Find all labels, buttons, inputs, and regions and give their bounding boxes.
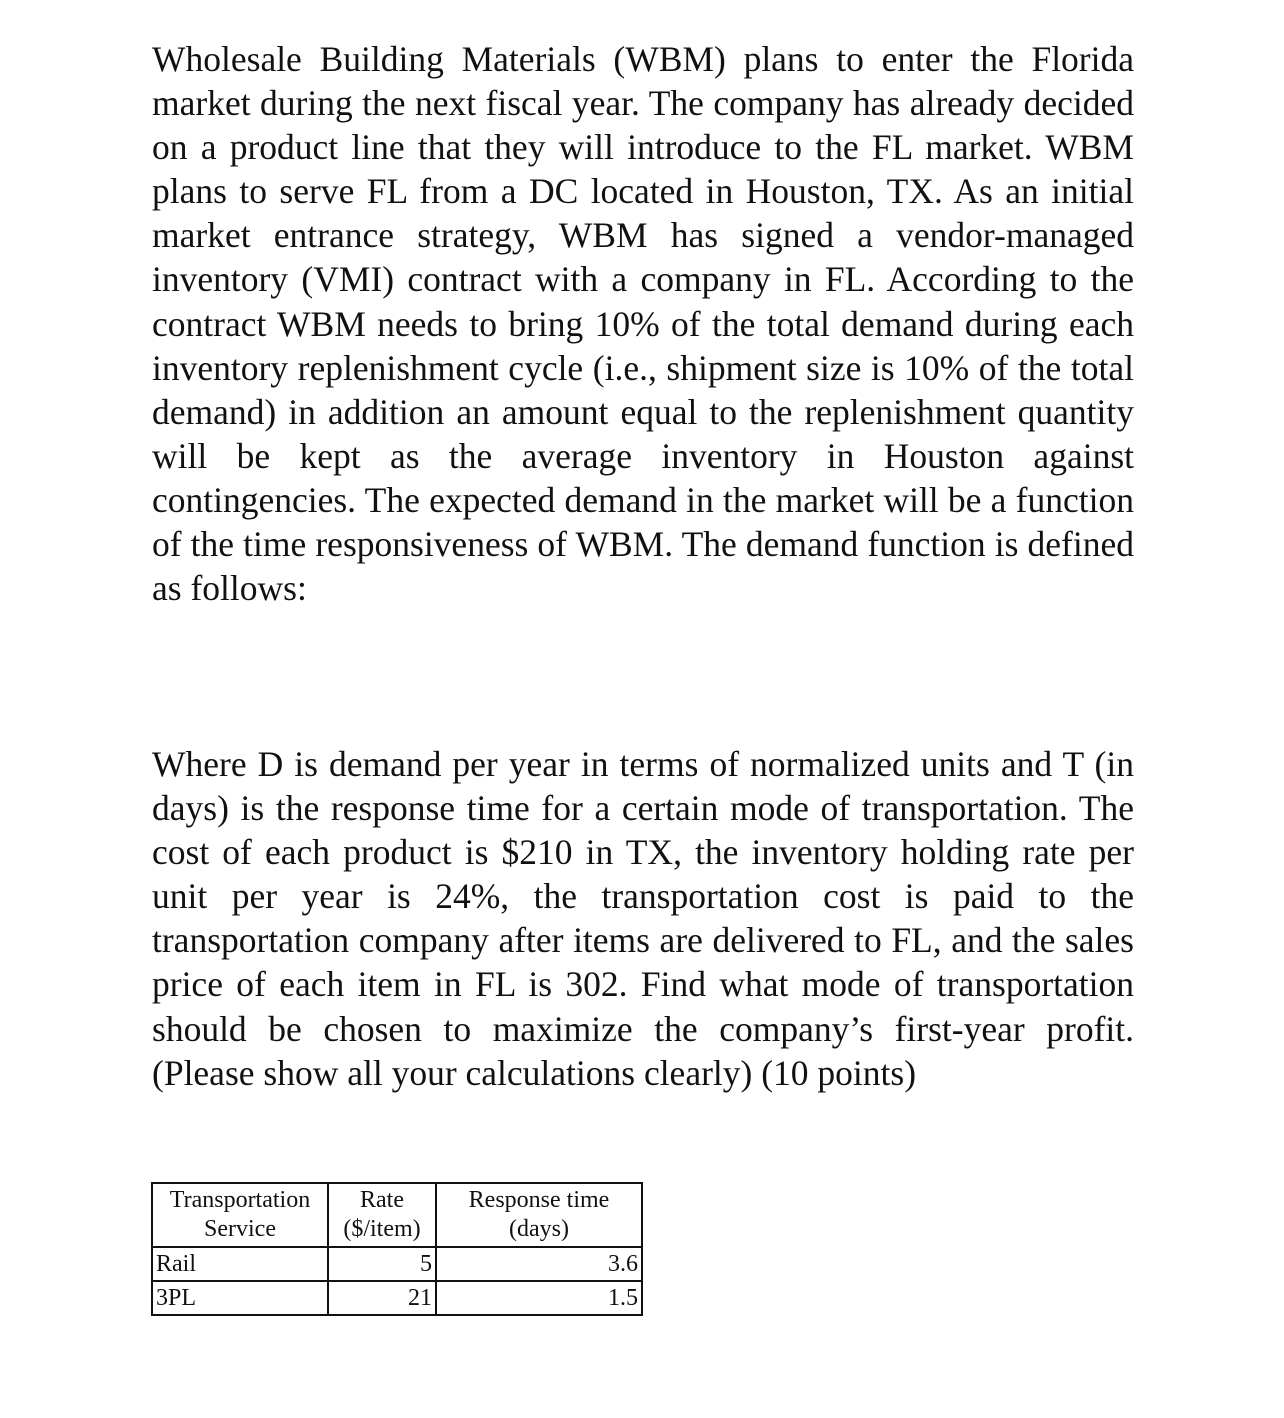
- header-transportation-service: [152, 1183, 328, 1247]
- problem-paragraph-intro: Wholesale Building Materials (WBM) plans to enter the Florida market during the next fiscal year. The company has already decided on a product line that they will introduce to the FL market. WBM plans to serve FL from a DC located in Houston, TX. As an initial market entrance strategy, WBM has signed a vendor-managed inventory (VMI) contract with a company in FL. According to the contract WBM needs to bring 10% of the total demand during each inventory replenishment cycle (i.e., shipment size is 10% of the total demand) in addition an amount equal to the replenishment quantity will be kept as the average inventory in Houston against contingencies. The expected demand in the market will be a function of the time responsiveness of WBM. The demand function is defined as follows:: [152, 39, 1134, 609]
- header-text: Rate: [360, 1187, 404, 1213]
- cell-response-time: 3.6: [436, 1247, 642, 1281]
- cell-response-time: 1.5: [436, 1281, 642, 1315]
- table-row: [152, 1281, 642, 1315]
- problem-paragraph-question: Where D is demand per year in terms of normalized units and T (in days) is the response time for a certain mode of transportation. The cost of each product is $210 in TX, the inventory holding rate per unit per year is 24%, the transportation cost is paid to the transportation company after items are delivered to FL, and the sales price of each item in FL is 302. Find what mode of transportation should be chosen to maximize the company’s first-year profit. (Please show all your calculations clearly) (10 points): [152, 744, 1134, 1093]
- table-row: [152, 1247, 642, 1281]
- cell-rate: 5: [328, 1247, 436, 1281]
- transportation-table: [151, 1182, 643, 1316]
- table-header-row: [152, 1183, 642, 1247]
- cell-rate: 21: [328, 1281, 436, 1315]
- header-text: Service: [204, 1216, 276, 1242]
- header-rate: [328, 1183, 436, 1247]
- header-text: Transportation: [169, 1187, 311, 1213]
- header-text: ($/item): [343, 1216, 421, 1242]
- cell-service: 3PL: [152, 1281, 328, 1315]
- header-text: (days): [509, 1216, 569, 1242]
- header-text: Response time: [468, 1187, 610, 1213]
- header-response-time: [436, 1183, 642, 1247]
- cell-service: Rail: [152, 1247, 328, 1281]
